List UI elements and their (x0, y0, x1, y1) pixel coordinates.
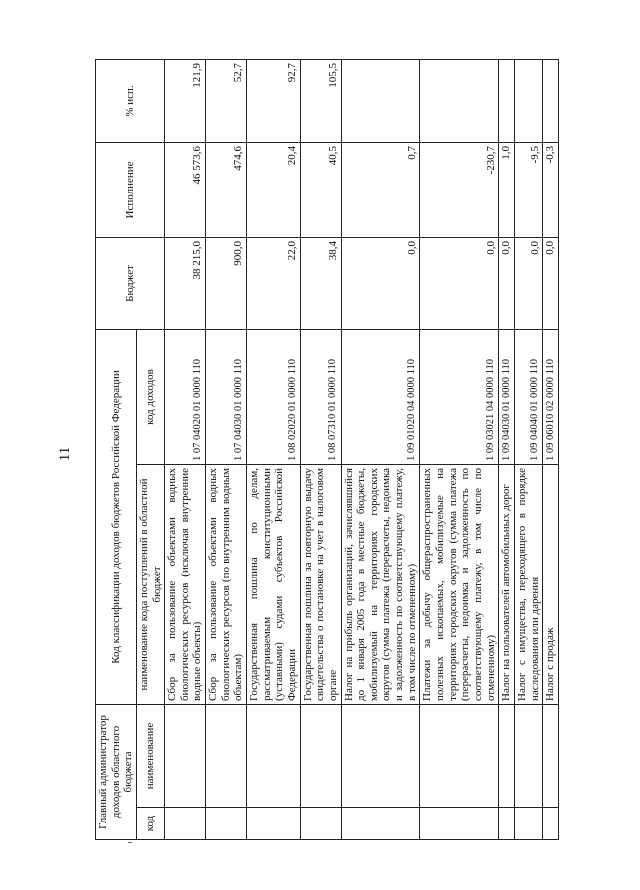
row-code: 1 09 04040 01 0000 110 (514, 329, 542, 464)
header-admin-code: код (136, 808, 164, 840)
admin-code-cell (420, 808, 499, 840)
row-percent: 105,5 (300, 59, 341, 142)
row-percent (499, 59, 515, 142)
row-name: Сбор за пользование объектами водных биологических ресурсов (по внутренним водным объектам) (206, 464, 247, 704)
row-budget: 0,0 (499, 237, 515, 329)
header-admin-name: наименование (136, 704, 164, 807)
table-row (543, 59, 559, 839)
admin-code-cell (499, 808, 515, 840)
admin-name-cell (543, 704, 559, 807)
admin-name-cell (341, 704, 420, 807)
header-class-name: наименование кода поступлений в областной бюджет (136, 464, 164, 704)
admin-name-cell (247, 704, 301, 807)
admin-name-cell (165, 704, 206, 807)
row-code: 1 09 04030 01 0000 110 (499, 329, 515, 464)
admin-code-cell (543, 808, 559, 840)
row-budget: 22,0 (247, 237, 301, 329)
admin-name-cell (300, 704, 341, 807)
row-code: 1 09 06010 02 0000 110 (543, 329, 559, 464)
header-class-code: код доходов (136, 329, 164, 464)
row-name: Налог с продаж (543, 464, 559, 704)
table-row (499, 59, 515, 839)
row-code: 1 09 01020 04 0000 110 (341, 329, 420, 464)
row-execution: -230,7 (420, 142, 499, 237)
admin-name-cell (206, 704, 247, 807)
row-name: Государственная пошлина за повторную выдачу свидетельства о постановке на учет в налоговом органе (300, 464, 341, 704)
row-percent: 121,9 (165, 59, 206, 142)
admin-code-cell (341, 808, 420, 840)
table-row (206, 59, 247, 839)
table-row (341, 59, 420, 839)
admin-name-cell (514, 704, 542, 807)
row-budget: 0,0 (341, 237, 420, 329)
row-execution: 46 573,6 (165, 142, 206, 237)
header-execution: Исполнение (96, 142, 165, 237)
page-number: 11 (57, 446, 73, 462)
admin-code-cell (206, 808, 247, 840)
row-name: Сбор за пользование объектами водных биологических ресурсов (исключая внутренние водные объекты) (165, 464, 206, 704)
rotated-table-container (95, 60, 595, 840)
row-budget: 0,0 (420, 237, 499, 329)
header-percent: % исп. (96, 59, 165, 142)
row-budget: 38,4 (300, 237, 341, 329)
row-percent: 52,7 (206, 59, 247, 142)
header-admin-group: Главный администратор доходов областного бюджета (96, 704, 137, 839)
row-percent (341, 59, 420, 142)
admin-code-cell (165, 808, 206, 840)
header-classification-group: Код классификации доходов бюджетов Российской Федерации (96, 329, 137, 704)
table-row (165, 59, 206, 839)
row-name: Платежи за добычу общераспространенных полезных ископаемых, мобилизуемые на территориях городских округов (сумма платежа (перерасчеты, недоимка и задолженность по соответствующему платежу, в том числе по отмененному) (420, 464, 499, 704)
row-code: 1 08 02020 01 0000 110 (247, 329, 301, 464)
row-name: Налог с имущества, переходящего в порядке наследования или дарения (514, 464, 542, 704)
row-code: 1 09 03021 04 0000 110 (420, 329, 499, 464)
header-budget: Бюджет (96, 237, 165, 329)
row-percent (420, 59, 499, 142)
row-budget: 900,0 (206, 237, 247, 329)
row-name: Налог на прибыль организаций, зачислявшийся до 1 января 2005 года в местные бюджеты, мобилизуемый на территориях городских округов (сумма платежа (перерасчеты, недоимка и задолженность по соответствующему платежу, в том числе по отмененному) (341, 464, 420, 704)
row-execution: 0,7 (341, 142, 420, 237)
admin-code-cell (247, 808, 301, 840)
admin-name-cell (420, 704, 499, 807)
table-header (96, 59, 165, 839)
row-code: 1 07 04030 01 0000 110 (206, 329, 247, 464)
table-row (300, 59, 341, 839)
row-percent: 92,7 (247, 59, 301, 142)
admin-code-cell (514, 808, 542, 840)
row-execution: 40,5 (300, 142, 341, 237)
row-budget: 0,0 (514, 237, 542, 329)
admin-code-cell (300, 808, 341, 840)
row-percent (514, 59, 542, 142)
row-execution: 474,6 (206, 142, 247, 237)
revenue-table (95, 59, 559, 840)
table-row (247, 59, 301, 839)
row-execution: -0,3 (543, 142, 559, 237)
scan-mark (128, 842, 132, 843)
row-execution: 1,0 (499, 142, 515, 237)
row-budget: 38 215,0 (165, 237, 206, 329)
row-code: 1 08 07310 01 0000 110 (300, 329, 341, 464)
row-code: 1 07 04020 01 0000 110 (165, 329, 206, 464)
row-execution: -9,5 (514, 142, 542, 237)
table-row (420, 59, 499, 839)
table-row (514, 59, 542, 839)
row-percent (543, 59, 559, 142)
row-execution: 20,4 (247, 142, 301, 237)
row-name: Налог на пользователей автомобильных дорог (499, 464, 515, 704)
admin-name-cell (499, 704, 515, 807)
row-budget: 0,0 (543, 237, 559, 329)
row-name: Государственная пошлина по делам, рассматриваемым конституционными (уставными) судами субъектов Российской Федерации (247, 464, 301, 704)
